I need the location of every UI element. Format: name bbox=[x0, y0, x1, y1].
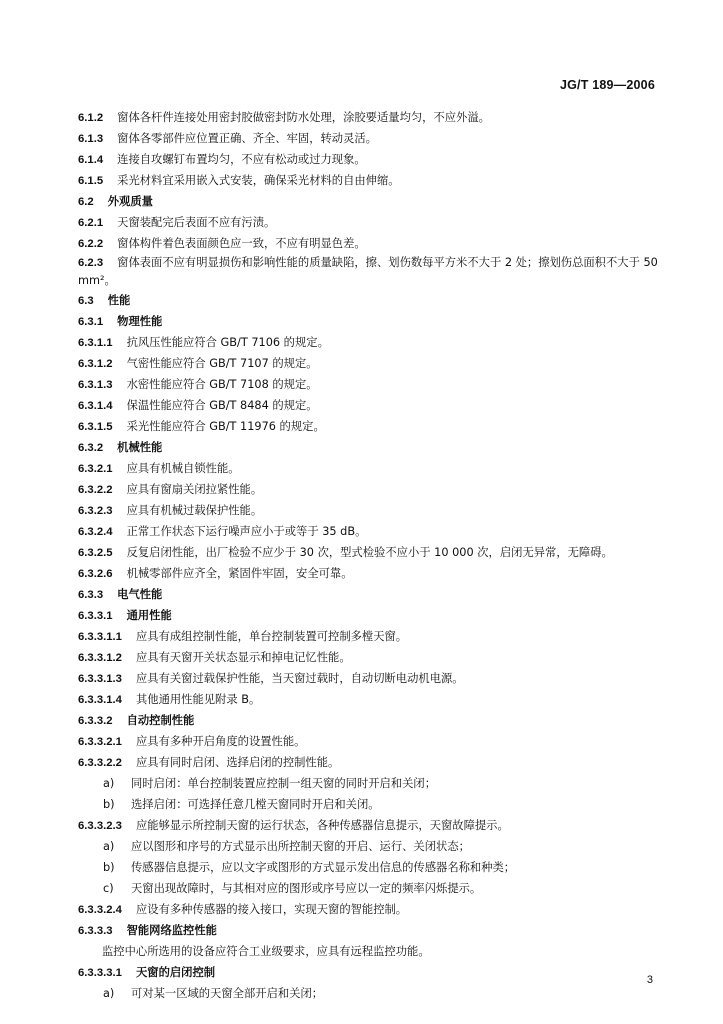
clause-line bbox=[78, 689, 663, 710]
clause-line bbox=[78, 374, 663, 395]
clause-number: 6.3.2.6 bbox=[78, 568, 113, 580]
clause-number: 6.3.1.5 bbox=[78, 421, 113, 433]
clause-line bbox=[78, 920, 663, 941]
clause-text: 应具有窗扇关闭拉紧性能。 bbox=[126, 483, 263, 496]
clause-number: 6.3.3 bbox=[78, 589, 104, 601]
clause-heading: 智能网络监控性能 bbox=[126, 924, 217, 937]
clause-number: 6.3.1.2 bbox=[78, 358, 113, 370]
clause-number: 6.3.3.2.1 bbox=[78, 736, 122, 748]
list-item bbox=[78, 773, 663, 794]
clause-number: 6.3.2 bbox=[78, 442, 104, 454]
clause-text: 选择启闭：可选择任意几樘天窗同时开启和关闭。 bbox=[131, 798, 380, 811]
clause-text: 传感器信息提示，应以文字或图形的方式显示发出信息的传感器名称和种类； bbox=[131, 861, 516, 874]
clause-number: 6.3.3.2.3 bbox=[78, 820, 122, 832]
clause-line bbox=[78, 212, 663, 233]
clause-number: 6.3.2.5 bbox=[78, 547, 113, 559]
clause-text: 应具有成组控制性能，单台控制装置可控制多樘天窗。 bbox=[135, 630, 408, 643]
clause-number: 6.2.3 bbox=[78, 257, 104, 269]
clause-line bbox=[78, 563, 663, 584]
clause-text: 机械零部件应齐全，紧固件牢固，安全可靠。 bbox=[126, 567, 353, 580]
page-number: 3 bbox=[646, 974, 653, 986]
clause-text: 窗体表面不应有明显损伤和影响性能的质量缺陷，擦、划伤数每平方米不大于 2 处；擦划伤总面积不大于 50 mm²。 bbox=[78, 256, 658, 287]
clause-line bbox=[78, 941, 663, 962]
list-item bbox=[78, 983, 663, 1004]
clause-line bbox=[78, 668, 663, 689]
clause-number: 6.1.4 bbox=[78, 154, 104, 166]
clause-text: 应具有天窗开关状态显示和掉电记忆性能。 bbox=[135, 651, 351, 664]
clause-text: 应能够显示所控制天窗的运行状态，各种传感器信息提示，天窗故障提示。 bbox=[135, 819, 509, 832]
clause-line bbox=[78, 626, 663, 647]
clause-number: 6.3.3.3.1 bbox=[78, 967, 122, 979]
clause-text: 连接自攻螺钉布置均匀，不应有松动或过力现象。 bbox=[117, 153, 366, 166]
list-marker: b) bbox=[103, 861, 115, 874]
clause-text: 保温性能应符合 GB/T 8484 的规定。 bbox=[126, 399, 318, 412]
clause-number: 6.3.3.2.4 bbox=[78, 904, 122, 916]
clause-text: 应具有多种开启角度的设置性能。 bbox=[135, 735, 306, 748]
clause-heading: 自动控制性能 bbox=[126, 714, 195, 727]
clause-text: 同时启闭：单台控制装置应控制一组天窗的同时开启和关闭； bbox=[131, 777, 437, 790]
document-body bbox=[78, 107, 663, 1004]
clause-text: 正常工作状态下运行噪声应小于或等于 35 dB。 bbox=[126, 525, 367, 538]
clause-number: 6.2.2 bbox=[78, 238, 104, 250]
clause-line bbox=[78, 107, 663, 128]
clause-number: 6.2 bbox=[78, 196, 94, 208]
clause-heading: 机械性能 bbox=[117, 441, 163, 454]
standard-code-header: JG/T 189—2006 bbox=[559, 78, 655, 92]
clause-text: 水密性能应符合 GB/T 7108 的规定。 bbox=[126, 378, 318, 391]
clause-heading: 天窗的启闭控制 bbox=[135, 966, 216, 979]
clause-heading: 性能 bbox=[107, 294, 131, 307]
clause-heading: 电气性能 bbox=[117, 588, 163, 601]
clause-line bbox=[78, 962, 663, 983]
clause-number: 6.3.3.2.2 bbox=[78, 757, 122, 769]
clause-text: 反复启闭性能，出厂检验不应少于 30 次，型式检验不应小于 10 000 次，启闭无异常，无障碍。 bbox=[126, 546, 613, 559]
clause-number: 6.3.3.1.3 bbox=[78, 673, 122, 685]
clause-line bbox=[78, 479, 663, 500]
clause-line bbox=[78, 233, 663, 254]
clause-text: 窗体构件着色表面颜色应一致，不应有明显色差。 bbox=[117, 237, 366, 250]
clause-number: 6.3.1.1 bbox=[78, 337, 113, 349]
clause-number: 6.3.1.4 bbox=[78, 400, 113, 412]
clause-line bbox=[78, 899, 663, 920]
clause-number: 6.1.3 bbox=[78, 133, 104, 145]
clause-text: 可对某一区域的天窗全部开启和关闭； bbox=[131, 987, 324, 1000]
clause-number: 6.3 bbox=[78, 295, 94, 307]
clause-line bbox=[78, 395, 663, 416]
clause-number: 6.3.2.4 bbox=[78, 526, 113, 538]
clause-number: 6.3.3.1.4 bbox=[78, 694, 122, 706]
clause-line bbox=[78, 521, 663, 542]
list-item bbox=[78, 857, 663, 878]
clause-line bbox=[78, 731, 663, 752]
clause-number: 6.2.1 bbox=[78, 217, 104, 229]
clause-number: 6.3.3.1.2 bbox=[78, 652, 122, 664]
clause-text: 天窗装配完后表面不应有污渍。 bbox=[117, 216, 276, 229]
clause-number: 6.3.2.3 bbox=[78, 505, 113, 517]
clause-number: 6.3.2.2 bbox=[78, 484, 113, 496]
clause-line bbox=[78, 290, 663, 311]
clause-line bbox=[78, 437, 663, 458]
clause-number: 6.3.3.3 bbox=[78, 925, 113, 937]
clause-line bbox=[78, 254, 663, 290]
clause-text: 抗风压性能应符合 GB/T 7106 的规定。 bbox=[126, 336, 329, 349]
clause-text: 应以图形和序号的方式显示出所控制天窗的开启、运行、关闭状态； bbox=[131, 840, 470, 853]
clause-line bbox=[78, 542, 663, 563]
list-marker: c) bbox=[103, 882, 114, 895]
clause-number: 6.3.3.1 bbox=[78, 610, 113, 622]
clause-text: 采光性能应符合 GB/T 11976 的规定。 bbox=[126, 420, 325, 433]
clause-text: 应设有多种传感器的接入接口，实现天窗的智能控制。 bbox=[135, 903, 408, 916]
clause-line bbox=[78, 500, 663, 521]
clause-number: 6.3.1.3 bbox=[78, 379, 113, 391]
clause-line bbox=[78, 170, 663, 191]
clause-text: 气密性能应符合 GB/T 7107 的规定。 bbox=[126, 357, 318, 370]
list-marker: a) bbox=[103, 987, 115, 1000]
list-marker: a) bbox=[103, 840, 115, 853]
clause-line bbox=[78, 191, 663, 212]
clause-text: 应具有机械过载保护性能。 bbox=[126, 504, 263, 517]
clause-line bbox=[78, 710, 663, 731]
clause-number: 6.1.2 bbox=[78, 112, 104, 124]
clause-text: 采光材料宜采用嵌入式安装，确保采光材料的自由伸缩。 bbox=[117, 174, 400, 187]
clause-text: 其他通用性能见附录 B。 bbox=[135, 693, 261, 706]
clause-text: 应具有关窗过载保护性能，当天窗过载时，自动切断电动机电源。 bbox=[135, 672, 464, 685]
clause-line bbox=[78, 149, 663, 170]
clause-line bbox=[78, 815, 663, 836]
clause-text: 应具有机械自锁性能。 bbox=[126, 462, 240, 475]
clause-text: 监控中心所选用的设备应符合工业级要求，应具有远程监控功能。 bbox=[102, 945, 430, 958]
clause-heading: 通用性能 bbox=[126, 609, 172, 622]
clause-line bbox=[78, 311, 663, 332]
clause-heading: 物理性能 bbox=[117, 315, 163, 328]
clause-number: 6.3.1 bbox=[78, 316, 104, 328]
clause-number: 6.3.2.1 bbox=[78, 463, 113, 475]
clause-line bbox=[78, 416, 663, 437]
clause-text: 应具有同时启闭、选择启闭的控制性能。 bbox=[135, 756, 340, 769]
clause-number: 6.3.3.1.1 bbox=[78, 631, 122, 643]
clause-line bbox=[78, 752, 663, 773]
list-item bbox=[78, 836, 663, 857]
clause-line bbox=[78, 605, 663, 626]
clause-line bbox=[78, 353, 663, 374]
list-marker: a) bbox=[103, 777, 115, 790]
clause-line bbox=[78, 332, 663, 353]
clause-text: 窗体各杆件连接处用密封胶做密封防水处理，涂胶要适量均匀，不应外溢。 bbox=[117, 111, 490, 124]
clause-heading: 外观质量 bbox=[107, 195, 153, 208]
clause-line bbox=[78, 128, 663, 149]
clause-number: 6.1.5 bbox=[78, 175, 104, 187]
clause-line bbox=[78, 584, 663, 605]
list-item bbox=[78, 878, 663, 899]
clause-line bbox=[78, 458, 663, 479]
list-marker: b) bbox=[103, 798, 115, 811]
list-item bbox=[78, 794, 663, 815]
clause-number: 6.3.3.2 bbox=[78, 715, 113, 727]
clause-line bbox=[78, 647, 663, 668]
clause-text: 天窗出现故障时，与其相对应的图形或序号应以一定的频率闪烁提示。 bbox=[131, 882, 482, 895]
clause-text: 窗体各零部件应位置正确、齐全、牢固，转动灵活。 bbox=[117, 132, 377, 145]
